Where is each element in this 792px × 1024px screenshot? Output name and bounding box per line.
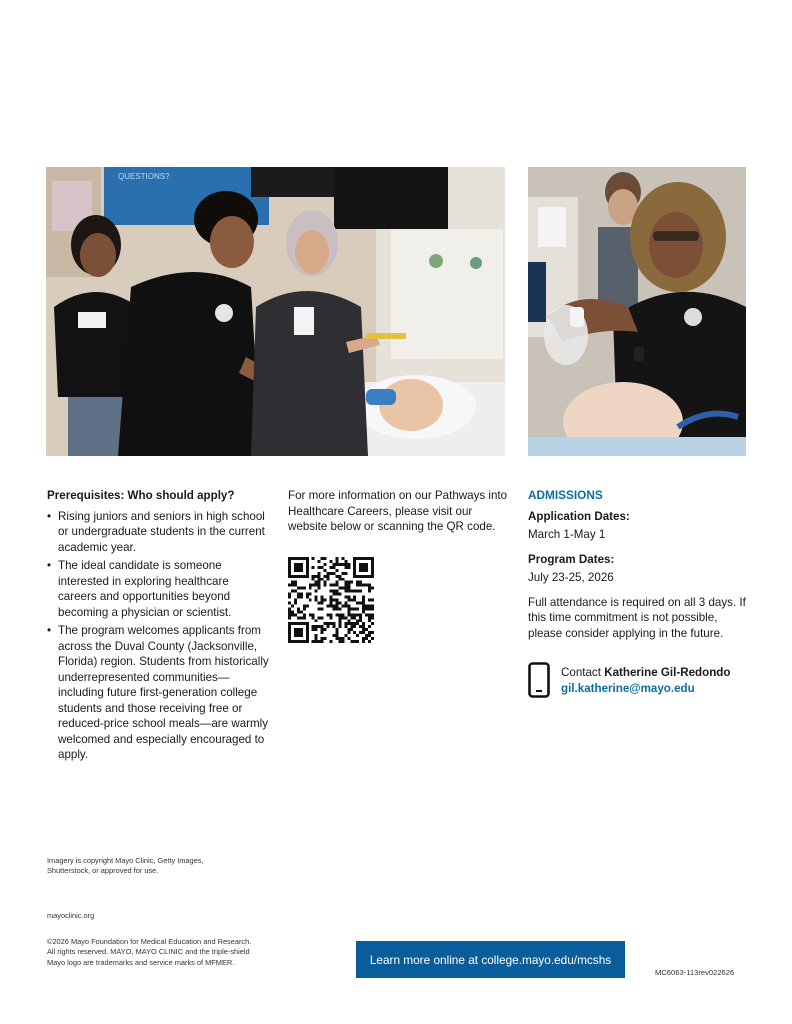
prerequisites-heading: Prerequisites: Who should apply? <box>47 489 235 502</box>
program-dates-value: July 23-25, 2026 <box>528 571 614 584</box>
info-section <box>288 488 510 643</box>
website-link[interactable]: mayoclinic.org <box>47 911 95 920</box>
list-item-text: The program welcomes applicants from across the Duval County (Jacksonville, Florida) region. Students from historically underrepresented communities—including future first-generation college students and those receiving free or reduced-price school meals—are warmly welcomed and especially encouraged to apply. <box>58 624 269 761</box>
legal-notice: ©2026 Mayo Foundation for Medical Education and Research. All rights reserved. MAYO, MAYO CLINIC and the triple-shield Mayo logo are trademarks and service marks of MFMER. <box>47 937 252 967</box>
contact-name: Katherine Gil-Redondo <box>604 666 731 679</box>
photo-student-airway <box>528 167 746 456</box>
list-item <box>47 623 269 763</box>
contact-text <box>561 665 730 696</box>
admissions-title: ADMISSIONS <box>528 488 603 502</box>
document-code: MC6063-113rev022626 <box>655 968 735 977</box>
list-item-text: Rising juniors and seniors in high school or undergraduate students in the current academic year. <box>58 509 265 554</box>
list-item <box>47 509 269 556</box>
prerequisites-section <box>47 488 269 766</box>
application-dates-value: March 1-May 1 <box>528 528 606 541</box>
photo-students-mannequin <box>46 167 505 456</box>
prerequisites-list <box>47 509 269 763</box>
contact-email-link[interactable]: gil.katherine@mayo.edu <box>561 681 695 695</box>
list-item <box>47 558 269 620</box>
admissions-section <box>528 488 750 641</box>
list-item-text: The ideal candidate is someone interested in exploring healthcare careers and opportunities beyond becoming a physician or scientist. <box>58 559 232 619</box>
contact-block <box>528 662 758 702</box>
application-dates-label: Application Dates: <box>528 509 630 523</box>
bullet-icon: • <box>47 559 52 572</box>
learn-more-button[interactable]: Learn more online at college.mayo.edu/mcshs <box>356 941 625 978</box>
svg-text:QUESTIONS?: QUESTIONS? <box>118 172 170 181</box>
attendance-note: Full attendance is required on all 3 days. If this time commitment is not possible, please consider applying in the future. <box>528 595 746 640</box>
image-credit: Imagery is copyright Mayo Clinic, Getty Images, Shutterstock, or approved for use. <box>47 856 204 876</box>
contact-prefix: Contact <box>561 666 601 679</box>
phone-icon <box>528 662 550 698</box>
bullet-icon: • <box>47 509 52 523</box>
qr-code[interactable] <box>288 557 374 643</box>
program-dates-label: Program Dates: <box>528 552 615 566</box>
info-text: For more information on our Pathways into Healthcare Careers, please visit our website below or scanning the QR code. <box>288 489 508 533</box>
bullet-icon: • <box>47 624 52 637</box>
